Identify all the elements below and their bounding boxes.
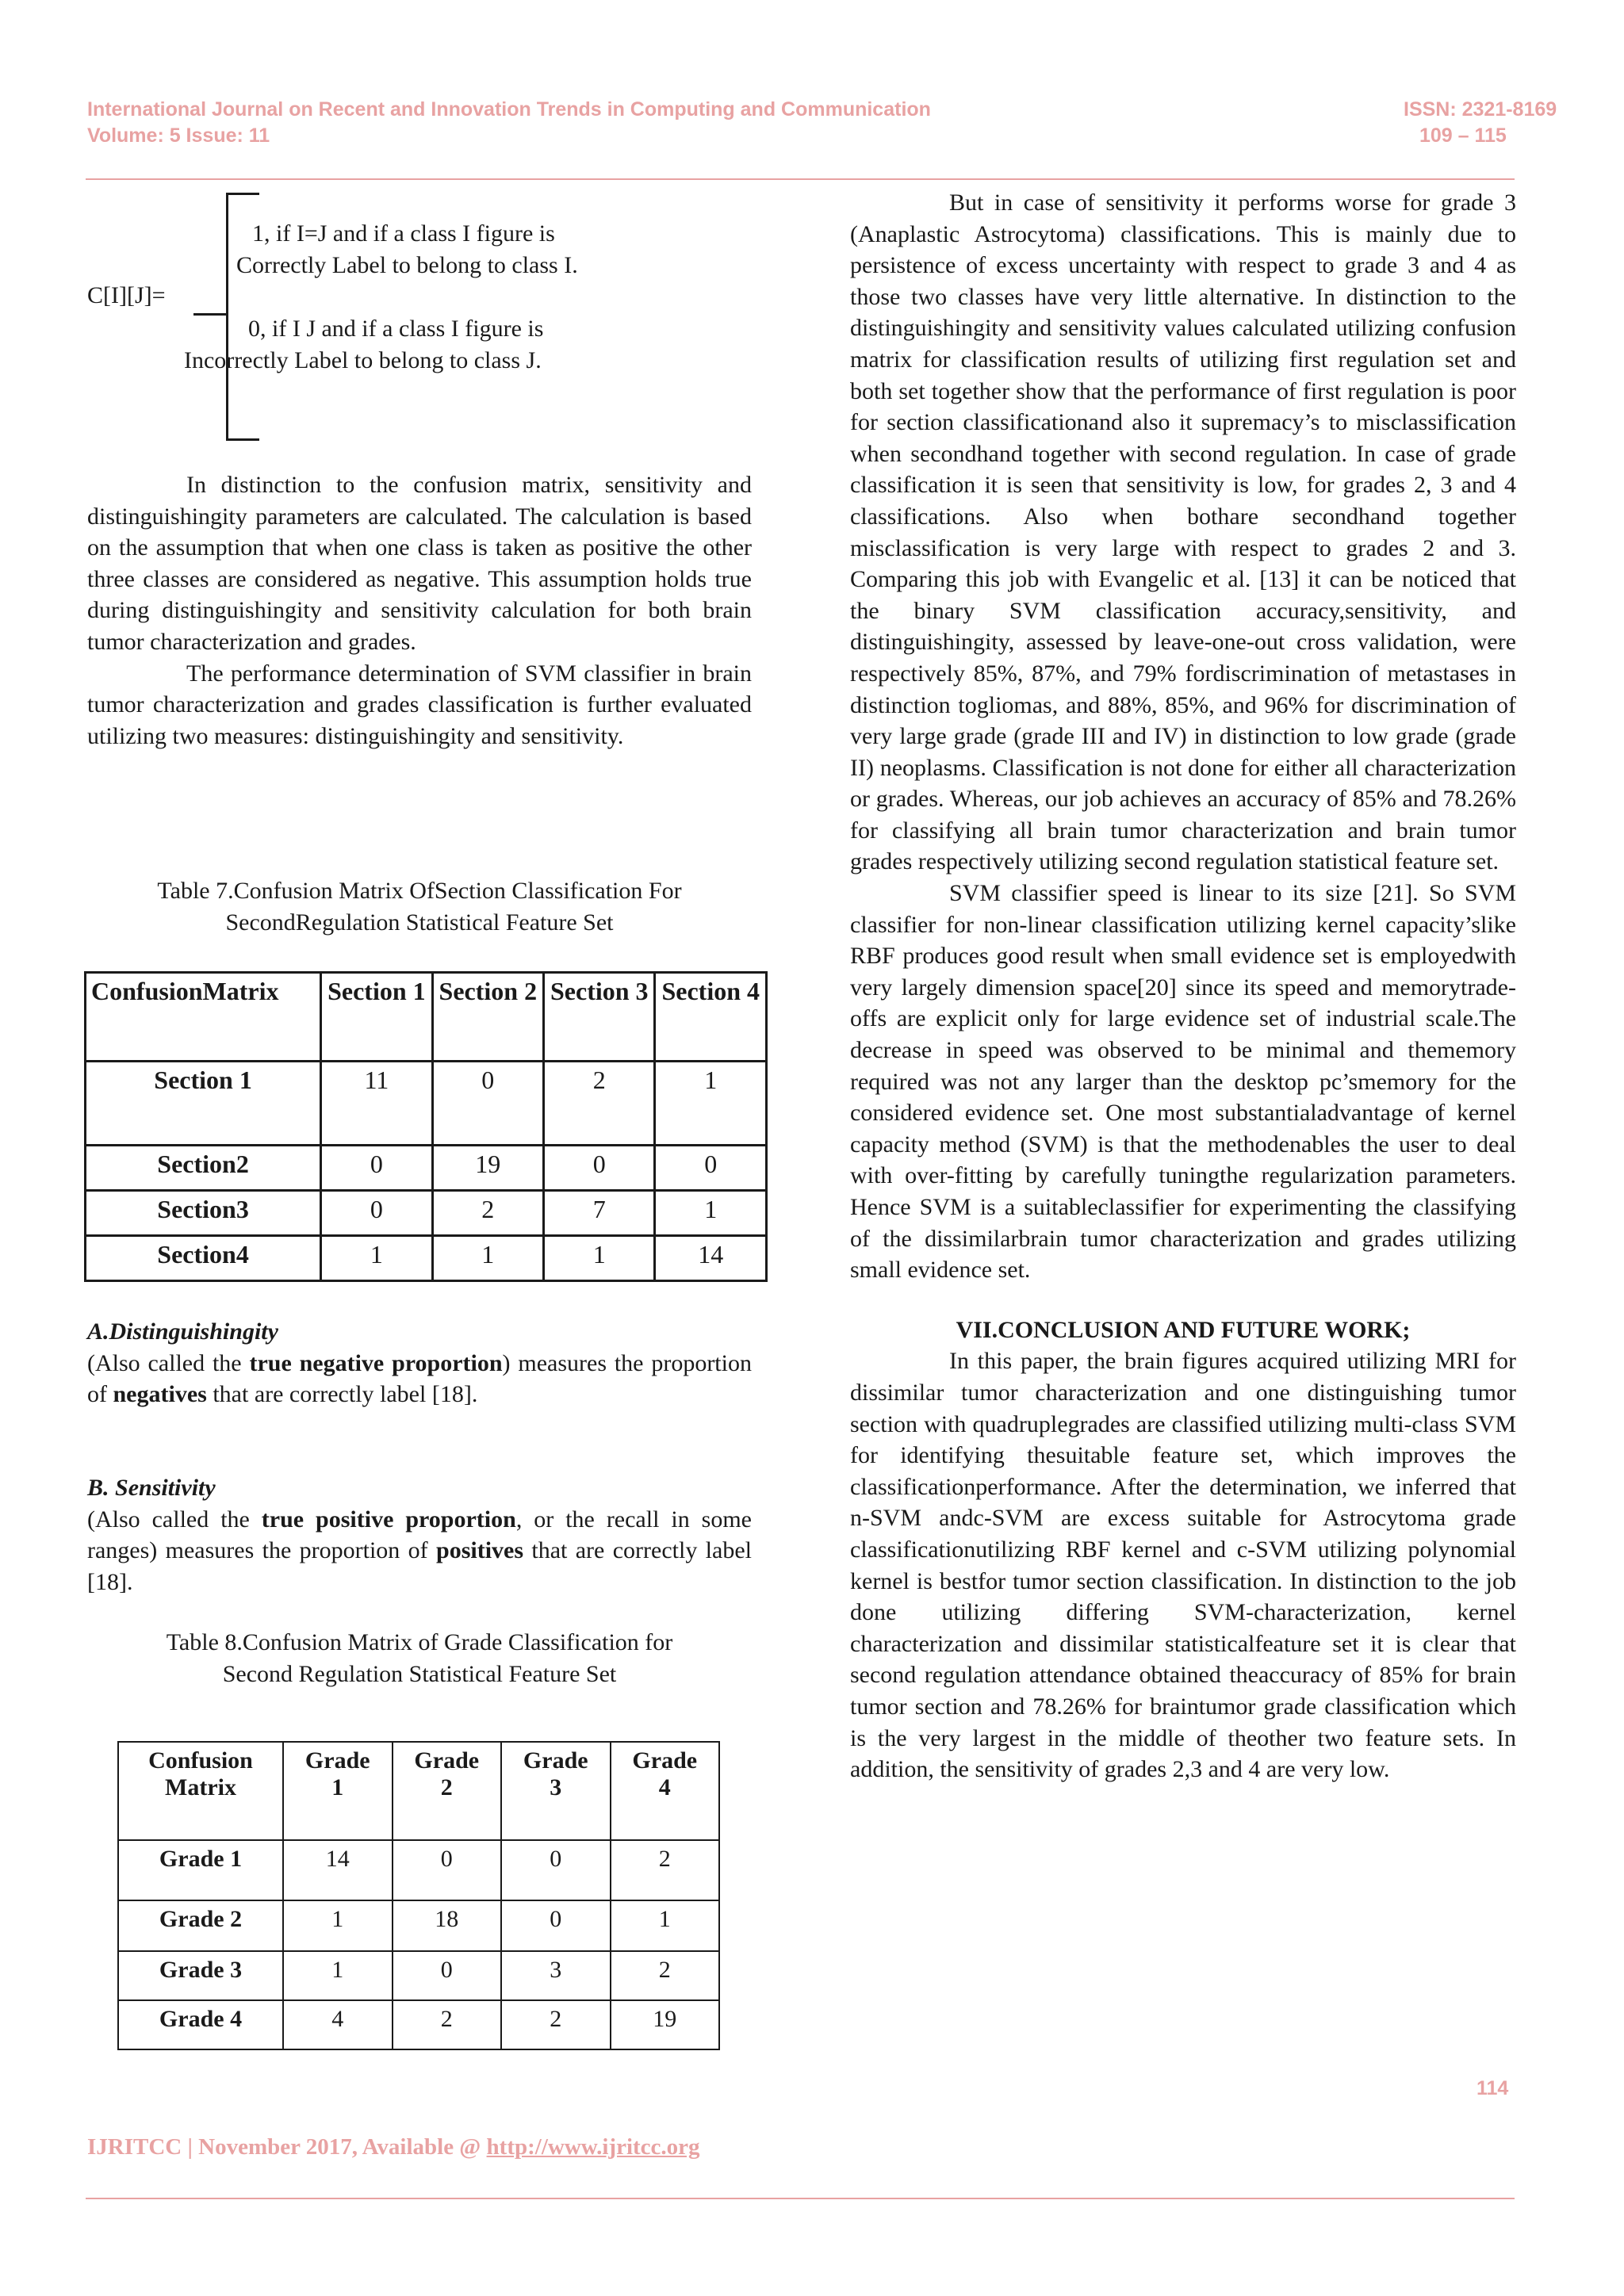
table-row (118, 2000, 719, 2049)
table8-header-2: Grade 2 (393, 1742, 502, 1840)
section-a-title: A.Distinguishingity (87, 1318, 278, 1345)
table7-cell: 1 (544, 1236, 655, 1281)
table7-row-label: Section2 (86, 1146, 321, 1191)
table7-cell: 1 (655, 1062, 767, 1146)
table7-cell: 11 (321, 1062, 432, 1146)
table8-cell: 0 (393, 1840, 502, 1900)
table7-cell: 2 (544, 1062, 655, 1146)
table8-cell: 2 (501, 2000, 611, 2049)
section-b-body: (Also called the true positive proportion, or the recall in some ranges) measures the proportion of positives that are correctly label [18]. (87, 1506, 752, 1595)
table8-corner: Confusion Matrix (118, 1742, 283, 1840)
table-row (86, 1236, 767, 1281)
table8-row-label: Grade 2 (118, 1900, 283, 1951)
table7-caption-line2: SecondRegulation Statistical Feature Set (225, 909, 614, 936)
table8-cell: 0 (501, 1900, 611, 1951)
footer-rule (86, 2198, 1515, 2199)
table7-corner: ConfusionMatrix (86, 973, 321, 1062)
table7 (84, 971, 768, 1282)
table7-cell: 7 (544, 1191, 655, 1236)
table-row (86, 1146, 767, 1191)
table7-cell: 1 (432, 1236, 543, 1281)
table7-header-2: Section 2 (432, 973, 543, 1062)
table-row (86, 1191, 767, 1236)
formula-bracket-top (226, 193, 259, 195)
table8-cell: 3 (501, 1951, 611, 2000)
formula-bracket-mid (193, 313, 227, 316)
table7-cell: 1 (321, 1236, 432, 1281)
formula-case2-line1: 0, if I J and if a class I figure is (248, 316, 544, 342)
right-column (850, 187, 1516, 1785)
table8-cell: 1 (283, 1951, 393, 2000)
table-row (118, 1840, 719, 1900)
table7-header-3: Section 3 (544, 973, 655, 1062)
table8-cell: 19 (611, 2000, 720, 2049)
table8-caption-line1: Table 8.Confusion Matrix of Grade Classification for (166, 1629, 673, 1655)
paragraph-svm-speed: SVM classifier speed is linear to its size [21]. So SVM classifier for non-linear classification utilizing kernel capacity’slike RBF produces good result when small evidence set is employedwith very largely dimension space[20] since its speed and memorytrade-offs are explicit only for large evidence set of industrial scale.The decrease in speed was observed to be minimal and thememory required was not any larger than the desktop pc’smemory for the considered evidence set. One most substantialadvantage of kernel capacity method (SVM) is that the methodenables the user to deal with over-fitting by carefully tuningthe regularization parameters. Hence SVM is a suitableclassifier for experimenting the classifying of the dissimilarbrain tumor characterization and grades utilizing small evidence set. (850, 880, 1516, 1284)
table-row (118, 1900, 719, 1951)
table8-row-label: Grade 4 (118, 2000, 283, 2049)
table8-cell: 4 (283, 2000, 393, 2049)
table8-row-label: Grade 3 (118, 1951, 283, 2000)
table8-cell: 2 (393, 2000, 502, 2049)
table7-row-label: Section4 (86, 1236, 321, 1281)
left-column-top (87, 469, 752, 752)
table7-cell: 0 (655, 1146, 767, 1191)
table8-cell: 1 (283, 1900, 393, 1951)
conclusion-heading: VII.CONCLUSION AND FUTURE WORK; (956, 1316, 1411, 1343)
table8-caption (87, 1627, 752, 1689)
table8-cell: 18 (393, 1900, 502, 1951)
table7-row-label: Section3 (86, 1191, 321, 1236)
page-number: 114 (1477, 2077, 1509, 2099)
table8-cell: 1 (611, 1900, 720, 1951)
table8-cell: 2 (611, 1840, 720, 1900)
footer-text: IJRITCC | November 2017, Available @ http://www.ijritcc.org (87, 2134, 700, 2160)
table7-cell: 0 (321, 1146, 432, 1191)
table8-cell: 0 (393, 1951, 502, 2000)
journal-title: International Journal on Recent and Innovation Trends in Computing and Communication (87, 98, 931, 121)
formula-case1-line2: Correctly Label to belong to class I. (236, 252, 578, 278)
table8-header-3: Grade 3 (501, 1742, 611, 1840)
table8-cell: 2 (611, 1951, 720, 2000)
table7-cell: 2 (432, 1191, 543, 1236)
section-b (87, 1472, 752, 1598)
issn: ISSN: 2321-8169 (1404, 98, 1557, 121)
section-a (87, 1316, 752, 1410)
formula-case1-line1: 1, if I=J and if a class I figure is (252, 220, 555, 247)
section-a-body: (Also called the true negative proportion) measures the proportion of negatives that are correctly label [18]. (87, 1349, 752, 1408)
table8-caption-line2: Second Regulation Statistical Feature Set (222, 1660, 617, 1687)
table7-cell: 14 (655, 1236, 767, 1281)
page-range: 109 – 115 (1419, 124, 1507, 147)
paragraph-confusion: In distinction to the confusion matrix, sensitivity and distinguishingity parameters are calculated. The calculation is based on the assumption that when one class is taken as positive the other three classes are considered as negative. This assumption holds true during distinguishingity and sensitivity calculation for both brain tumor characterization and grades. (87, 472, 752, 655)
formula-lhs: C[I][J]= (87, 282, 166, 308)
formula-bracket-bottom (226, 438, 259, 441)
table7-row-label: Section 1 (86, 1062, 321, 1146)
paragraph-sensitivity: But in case of sensitivity it performs worse for grade 3 (Anaplastic Astrocytoma) classifications. This is mainly due to persistence of excess uncertainty with respect to grade 3 and 4 as those two classes have very little alternative. In distinction to the distinguishingity and sensitivity values calculated utilizing confusion matrix for classification results of utilizing first regulation set and both set together show that the performance of first regulation is poor for section classificationand also it supremacy’s to misclassification when secondhand together with second regulation. In case of grade classification it is seen that sensitivity is low, for grades 2, 3 and 4 classifications. Also when bothare secondhand together misclassification is very large with respect to grades 2 and 3. Comparing this job with Evangelic et al. [13] it can be noticed that the binary SVM classification accuracy,sensitivity, and distinguishingity, assessed by leave-one-out cross validation, were respectively 85%, 87%, and 79% fordiscrimination of metastases in distinction togliomas, and 88%, 85%, and 96% for discrimination of very large grade (grade III and IV) in distinction to low grade (grade II) neoplasms. Classification is not done for either all characterization or grades. Whereas, our job achieves an accuracy of 85% and 78.26% for classifying all brain tumor characterization and brain tumor grades respectively utilizing second regulation statistical feature set. (850, 189, 1516, 875)
table8-cell: 0 (501, 1840, 611, 1900)
paragraph-performance: The performance determination of SVM classifier in brain tumor characterization and grades classification is further evaluated utilizing two measures: distinguishingity and sensitivity. (87, 660, 752, 749)
table7-cell: 0 (432, 1062, 543, 1146)
table7-header-4: Section 4 (655, 973, 767, 1062)
table8-row-label: Grade 1 (118, 1840, 283, 1900)
table7-cell: 19 (432, 1146, 543, 1191)
volume-issue: Volume: 5 Issue: 11 (87, 124, 270, 147)
table7-caption (87, 875, 752, 938)
table8-cell: 14 (283, 1840, 393, 1900)
section-b-title: B. Sensitivity (87, 1475, 216, 1501)
table8-header-4: Grade 4 (611, 1742, 720, 1840)
table-row (86, 1062, 767, 1146)
table7-cell: 1 (655, 1191, 767, 1236)
footer-link[interactable]: http://www.ijritcc.org (486, 2134, 700, 2160)
header-rule (86, 178, 1515, 180)
table-row (118, 1951, 719, 2000)
table8-header-1: Grade 1 (283, 1742, 393, 1840)
table7-caption-line1: Table 7.Confusion Matrix OfSection Classification For (157, 878, 682, 904)
formula-case2-line2: Incorrectly Label to belong to class J. (184, 347, 542, 373)
table7-cell: 0 (544, 1146, 655, 1191)
formula-bracket (226, 193, 228, 440)
table7-header-1: Section 1 (321, 973, 432, 1062)
table7-cell: 0 (321, 1191, 432, 1236)
paragraph-conclusion: In this paper, the brain figures acquired utilizing MRI for dissimilar tumor characterization and one distinguishing tumor section with quadruplegrades are classified utilizing multi-class SVM for identifying thesuitable feature set, which improves the classificationperformance. After the determination, we inferred that n-SVM andc-SVM are excess suitable for Astrocytoma grade classificationutilizing RBF kernel and c-SVM utilizing polynomial kernel is bestfor tumor section classification. In distinction to the job done utilizing differing SVM-characterization, kernel characterization and dissimilar statisticalfeature set it is clear that second regulation attendance obtained theaccuracy of 85% for brain tumor section and 78.26% for braintumor grade classification which is the very largest in the middle of theother two feature sets. In addition, the sensitivity of grades 2,3 and 4 are very low. (850, 1348, 1516, 1783)
table8 (117, 1741, 720, 2050)
